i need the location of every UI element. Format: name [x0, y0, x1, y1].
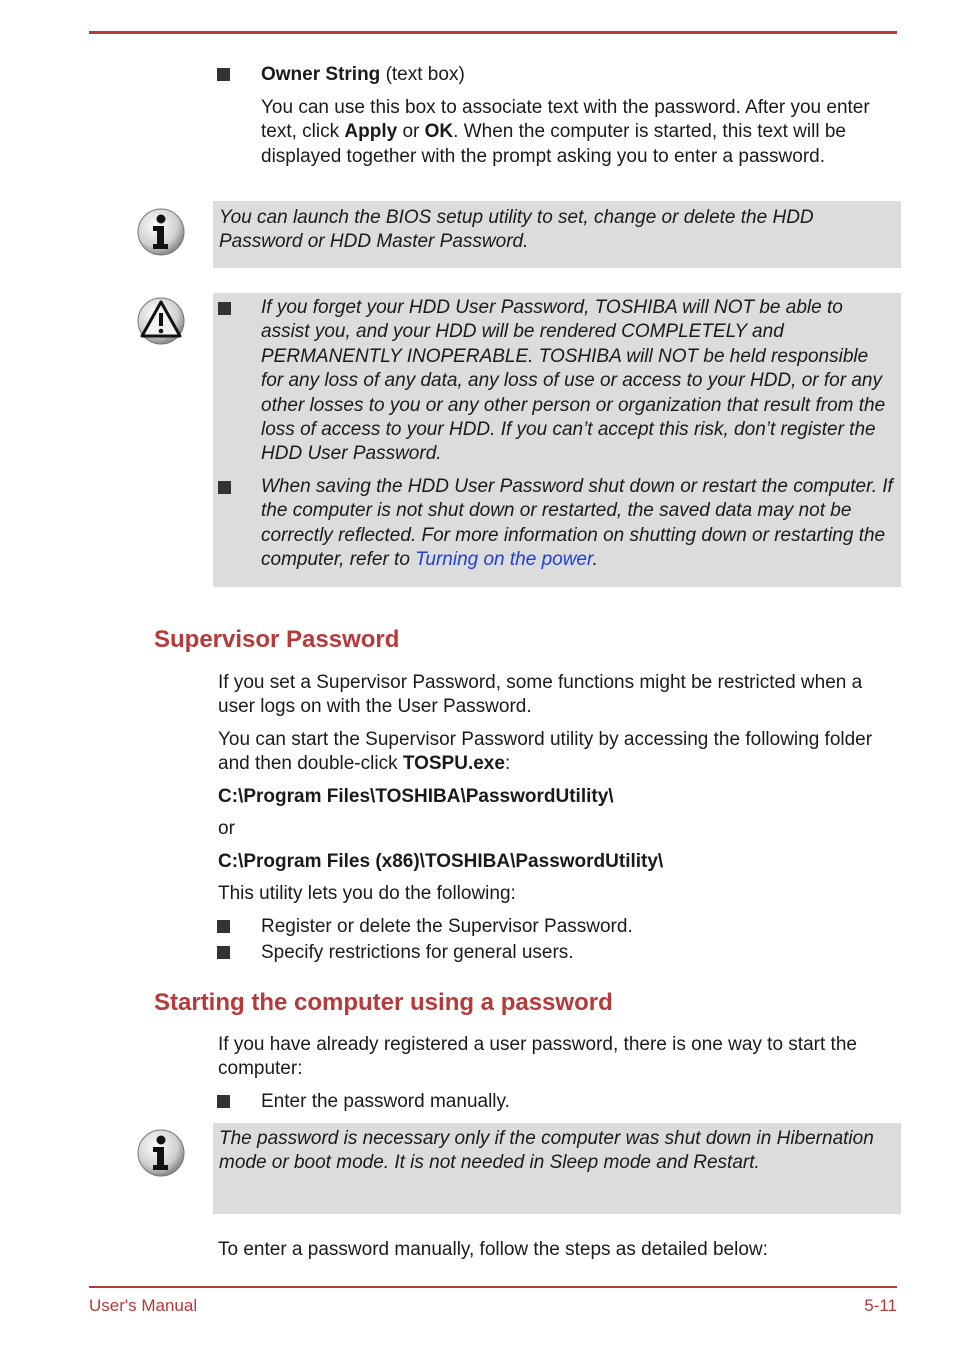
bullet-square — [217, 68, 230, 81]
p2-text: You can start the Supervisor Password utility by accessing the following folder and then double-click — [218, 729, 873, 775]
info-icon — [136, 206, 186, 258]
info-note-bios — [213, 201, 901, 268]
list-item: Specify restrictions for general users. — [261, 942, 574, 963]
owner-string-term — [261, 63, 465, 87]
starting-computer-heading: Starting the computer using a password — [154, 989, 613, 1016]
ok-label: OK — [424, 121, 454, 143]
bullet-square — [218, 481, 231, 494]
supervisor-password-heading: Supervisor Password — [154, 626, 400, 653]
supervisor-paragraph-3: This utility lets you do the following: — [218, 883, 516, 904]
list-item: Enter the password manually. — [261, 1091, 510, 1112]
warning-item-shutdown — [261, 475, 893, 573]
warning-icon — [136, 295, 186, 347]
starting-paragraph-1: If you have already registered a user password, there is one way to start the computer: — [218, 1034, 857, 1080]
warning-text-end: . — [592, 549, 598, 571]
warning-note — [213, 293, 901, 587]
owner-string-description — [261, 96, 891, 169]
footer-manual-title: User's Manual — [89, 1296, 198, 1315]
path-program-files: C:\Program Files\TOSHIBA\PasswordUtility\ — [218, 786, 614, 807]
bullet-square — [217, 920, 230, 933]
supervisor-paragraph-2 — [218, 728, 898, 777]
bullet-square — [218, 302, 231, 315]
list-item: Register or delete the Supervisor Password. — [261, 916, 633, 937]
p2-end: : — [504, 753, 511, 775]
tospu-exe: TOSPU.exe — [402, 753, 505, 775]
bullet-square — [217, 1095, 230, 1108]
desc-text: You can use this box to associate text with the password. After you enter text, click — [261, 97, 870, 143]
apply-label: Apply — [344, 121, 398, 143]
header-rule — [89, 31, 897, 34]
or-text: or — [218, 818, 235, 839]
warning-text: When saving the HDD User Password shut down or restart the computer. If the computer is not shut down or restarted, the saved data may not be correctly reflected. For more information on shutting down or restarting the computer, refer to — [261, 476, 893, 571]
desc-text-2: . When the computer is started, this text will be displayed together with the prompt asking you to enter a password. — [261, 121, 846, 167]
warning-item-forget-password: If you forget your HDD User Password, TOSHIBA will NOT be able to assist you, and your HDD will be rendered COMPLETELY and PERMANENTLY INOPERABLE. TOSHIBA will NOT be held responsible for any loss of any data, any loss of use or access to your HDD, or for any other losses to you or any other person or organization that result from the loss of access to your HDD. If you can’t accept this risk, don’t register the HDD User Password. — [261, 297, 886, 465]
note-text: You can launch the BIOS setup utility to set, change or delete the HDD Password or HDD Master Password. — [219, 207, 814, 253]
term-suffix: (text box) — [380, 64, 465, 85]
term-bold: Owner String — [261, 64, 381, 85]
info-note-hibernation — [213, 1123, 901, 1214]
supervisor-paragraph-1: If you set a Supervisor Password, some functions might be restricted when a user logs on with the User Password. — [218, 672, 863, 718]
turning-on-power-link[interactable]: Turning on the power — [415, 549, 593, 571]
or-text: or — [397, 121, 425, 143]
note-text: The password is necessary only if the computer was shut down in Hibernation mode or boot mode. It is not needed in Sleep mode and Restart. — [219, 1128, 874, 1174]
info-icon — [136, 1127, 186, 1179]
footer-page-number: 5-11 — [864, 1296, 897, 1315]
path-program-files-x86: C:\Program Files (x86)\TOSHIBA\PasswordUtility\ — [218, 851, 664, 872]
bullet-square — [217, 946, 230, 959]
footer-rule — [89, 1286, 897, 1288]
starting-paragraph-2: To enter a password manually, follow the steps as detailed below: — [218, 1239, 768, 1260]
